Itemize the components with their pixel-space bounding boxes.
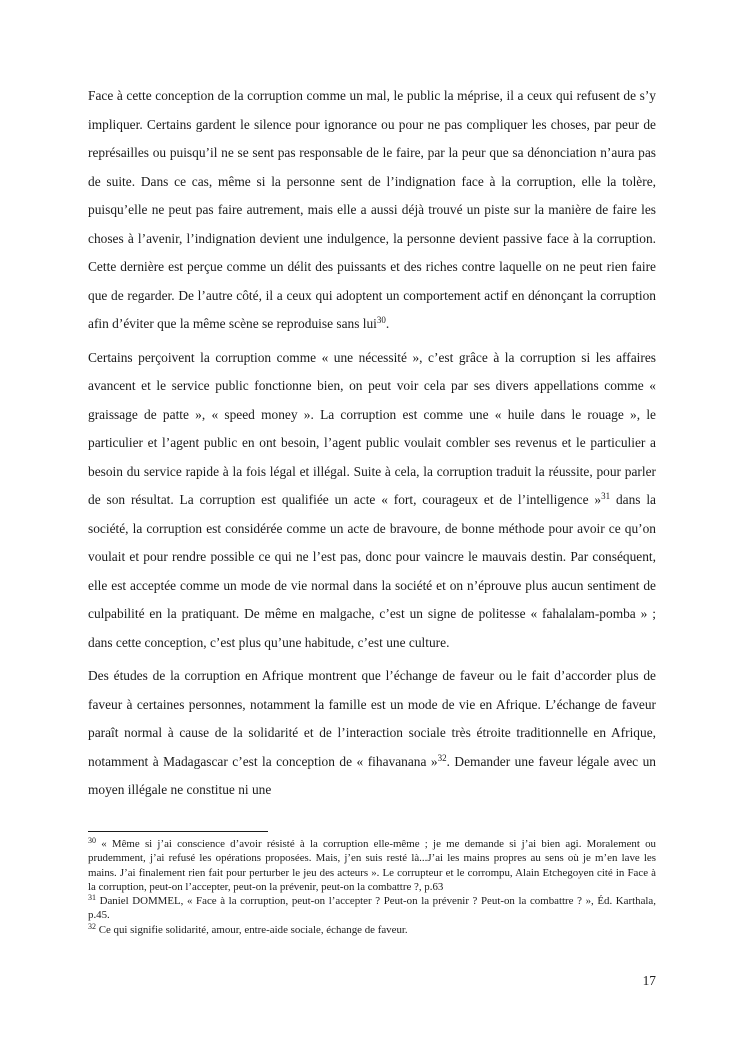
footnote-separator xyxy=(88,831,268,832)
paragraph-3-text: Des études de la corruption en Afrique montrent que l’échange de faveur ou le fait d’accorder plus de faveur à certaines personnes, notamment la famille est un mode de vie en Afrique. L’échange de faveur paraît normal à cause de la solidarité et de l’interaction sociale très étroite traditionnelle en Afrique, notamment à Madagascar c’est la conception de « fihavanana » xyxy=(88,668,656,769)
footnote-number: 32 xyxy=(88,921,96,931)
paragraph-3 xyxy=(88,662,656,805)
footnote-30 xyxy=(88,837,656,894)
footnote-text: Ce qui signifie solidarité, amour, entre-aide sociale, échange de faveur. xyxy=(96,923,408,936)
page-number: 17 xyxy=(642,973,656,988)
document-body xyxy=(88,82,656,810)
footnote-number: 30 xyxy=(88,836,96,845)
footnote-ref-32: 32 xyxy=(437,752,447,763)
paragraph-1-text: Face à cette conception de la corruption comme un mal, le public la méprise, il a ceux qui refusent de s’y impliquer. Certains gardent le silence pour ignorance ou pour ne pas compliquer les choses, par peur de représailles ou puisqu’il ne se sent pas responsable de le faire, par la peur que sa dénonciation n’aura pas de suite. Dans ce cas, même si la personne sent de l’indignation face à la corruption, elle la tolère, puisqu’elle ne peut pas faire autrement, mais elle a aussi déjà trouvé un piste sur la manière de faire les choses à l’avenir, l’indignation devient une indulgence, la personne devient passive face à la corruption. Cette dernière est perçue comme un délit des puissants et des riches contre laquelle on ne peut rien faire que de regarder. De l’autre côté, il a ceux qui adoptent un comportement actif en dénonçant la corruption afin d’éviter que la même scène se reproduise sans lui xyxy=(88,88,656,331)
footnote-text: Daniel DOMMEL, « Face à la corruption, peut-on l’accepter ? Peut-on la prévenir ? Peut-on la combattre ? », Éd. Karthala, p.45. xyxy=(88,895,656,922)
footnote-31 xyxy=(88,894,656,923)
footnote-text: « Même si j’ai conscience d’avoir résisté à la corruption elle-même ; je me demande si j’ai bien agi. Moralement ou prudemment, j’ai refusé les opérations proposées. Mais, j’en suis resté là...J’ai les mains propres au sens où je m’en lave les mains. J’ai finalement rien fait pour perturber le jeu des acteurs ». Le corrupteur et le corrompu, Alain Etchegoyen cité in Face à la corruption, peut-on l’accepter, peut-on la prévenir, peut-on la combattre ?, p.63 xyxy=(88,838,656,893)
paragraph-1-tail: . xyxy=(385,316,390,331)
paragraph-2 xyxy=(88,344,656,658)
paragraph-1 xyxy=(88,82,656,339)
footnote-ref-30: 30 xyxy=(376,315,386,325)
footnote-number: 31 xyxy=(88,893,96,903)
footnote-ref-31: 31 xyxy=(601,491,611,501)
paragraph-3-tail: . Demander une faveur légale avec un moyen illégale ne constitue ni une xyxy=(88,753,656,797)
footnotes xyxy=(88,837,656,937)
paragraph-2-text: Certains perçoivent la corruption comme « une nécessité », c’est grâce à la corruption si les affaires avancent et le service public fonctionne bien, on peut voir cela par ses divers appellations comme « graissage de patte », « speed money ». La corruption est comme une « huile dans le rouage », le particulier et l’agent public en ont besoin, l’agent public voulait combler ses revenus et le particulier a besoin du service rapide à la fois légal et illégal. Suite à cela, la corruption traduit la réussite, pour parler de son résultat. La corruption est qualifiée un acte « fort, courageux et de l’intelligence » xyxy=(88,349,656,507)
footnote-32 xyxy=(88,923,656,937)
paragraph-2-tail: dans la société, la corruption est considérée comme un acte de bravoure, de bonne méthode pour avoir ce qu’on voulait et pour rendre possible ce qui ne l’est pas, donc pour vaincre le mauvais destin. Par conséquent, elle est acceptée comme un mode de vie normal dans la société et on n’éprouve plus aucun sentiment de culpabilité en la pratiquant. De même en malgache, c’est un signe de politesse « fahalalam-pomba » ; dans cette conception, c’est plus qu’une habitude, c’est une culture. xyxy=(88,492,657,650)
